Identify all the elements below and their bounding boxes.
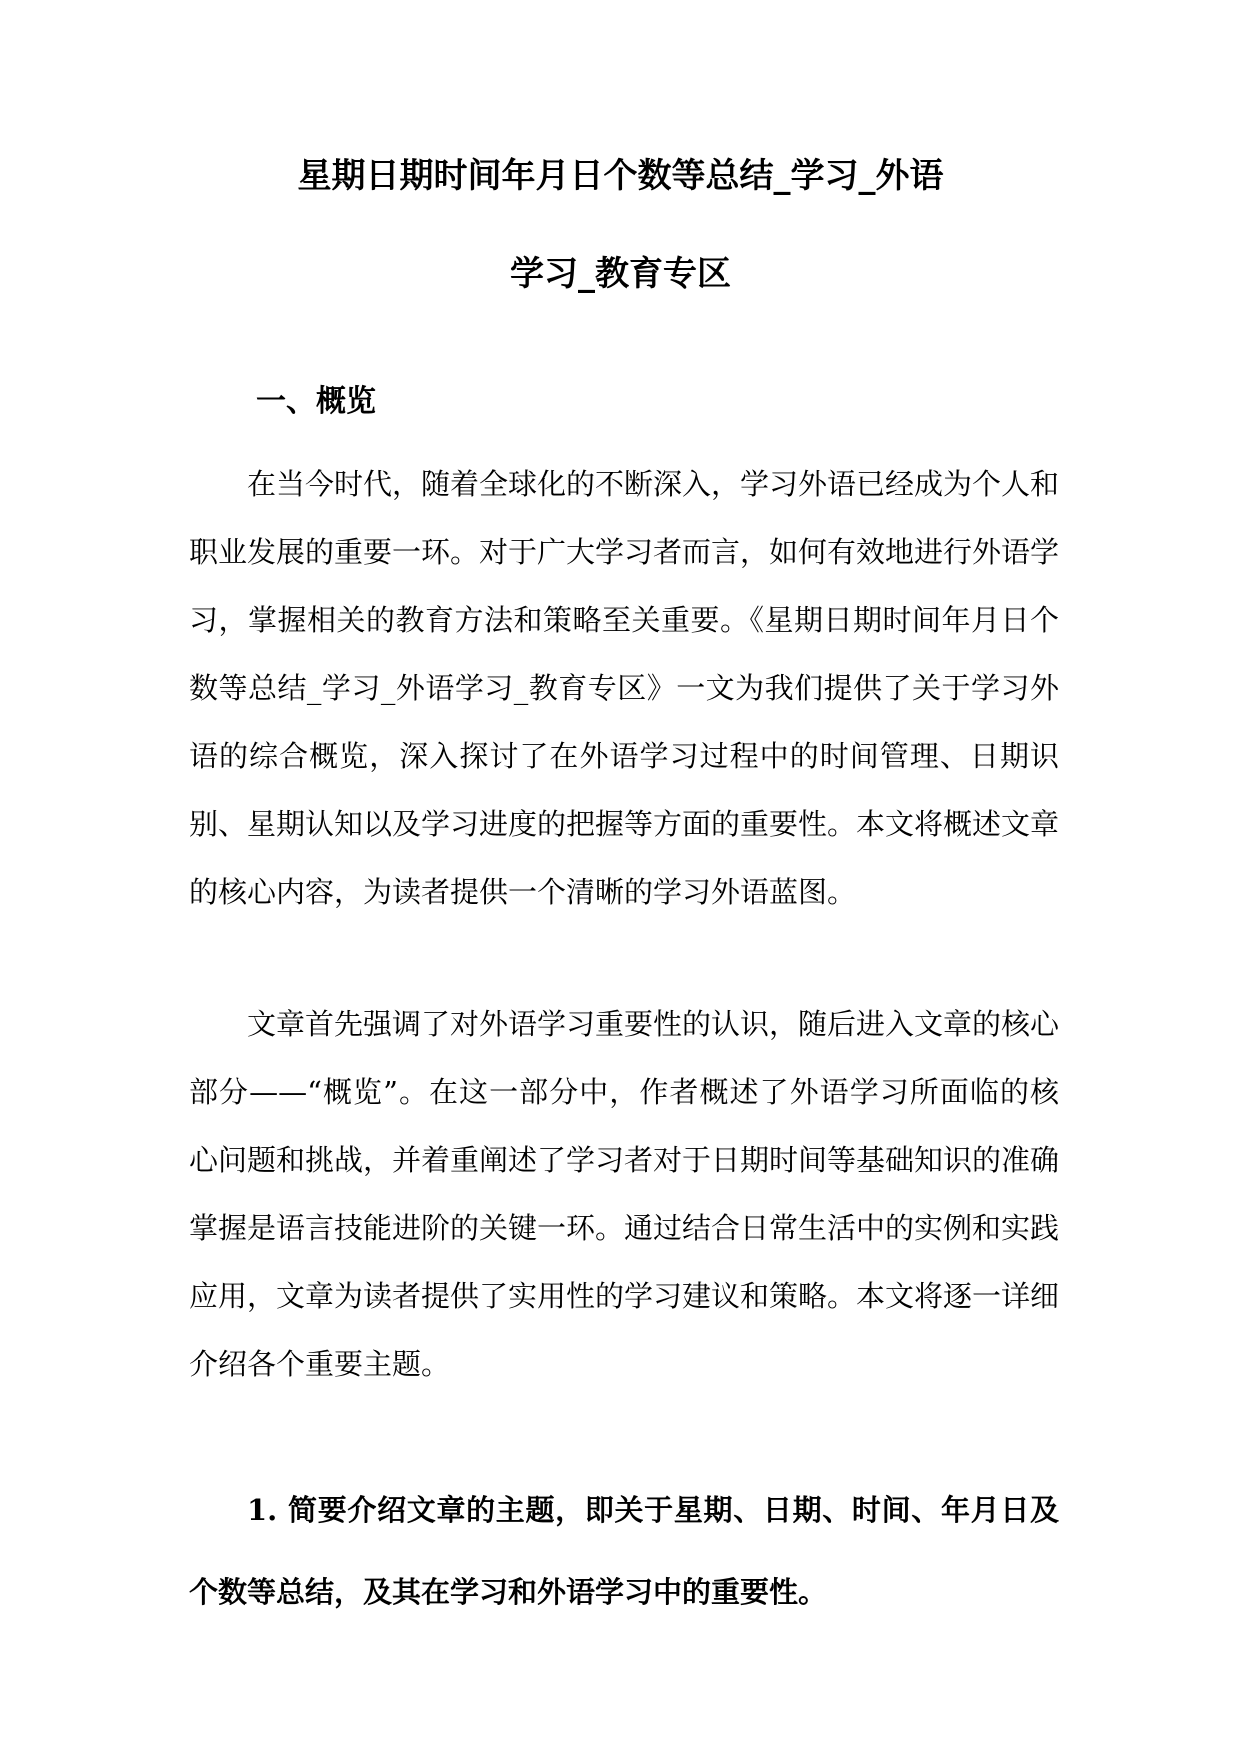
section-heading-overview: 一、概览 xyxy=(256,384,376,419)
document-title-line-1: 星期日期时间年月日个数等总结_学习_外语 xyxy=(297,156,944,196)
body-paragraph-2: 文章首先强调了对外语学习重要性的认识，随后进入文章的核心部分——“概览”。在这一部分中，作者概述了外语学习所面临的核心问题和挑战，并着重阐述了学习者对于日期时间等基础知识的准确掌握是语言技能进阶的关键一环。通过结合日常生活中的实例和实践应用，文章为读者提供了实用性的学习建议和策略。本文将逐一详细介绍各个重要主题。 xyxy=(189,1007,1060,1381)
document-title-line-2: 学习_教育专区 xyxy=(510,254,731,294)
body-paragraph-1: 在当今时代，随着全球化的不断深入，学习外语已经成为个人和职业发展的重要一环。对于广大学习者而言，如何有效地进行外语学习，掌握相关的教育方法和策略至关重要。《星期日期时间年月日个数等总结_学习_外语学习_教育专区》一文为我们提供了关于学习外语的综合概览，深入探讨了在外语学习过程中的时间管理、日期识别、星期认知以及学习进度的把握等方面的重要性。本文将概述文章的核心内容，为读者提供一个清晰的学习外语蓝图。 xyxy=(189,467,1060,909)
numbered-list-item-1: 1. 简要介绍文章的主题，即关于星期、日期、时间、年月日及个数等总结，及其在学习和外语学习中的重要性。 xyxy=(189,1493,1059,1609)
